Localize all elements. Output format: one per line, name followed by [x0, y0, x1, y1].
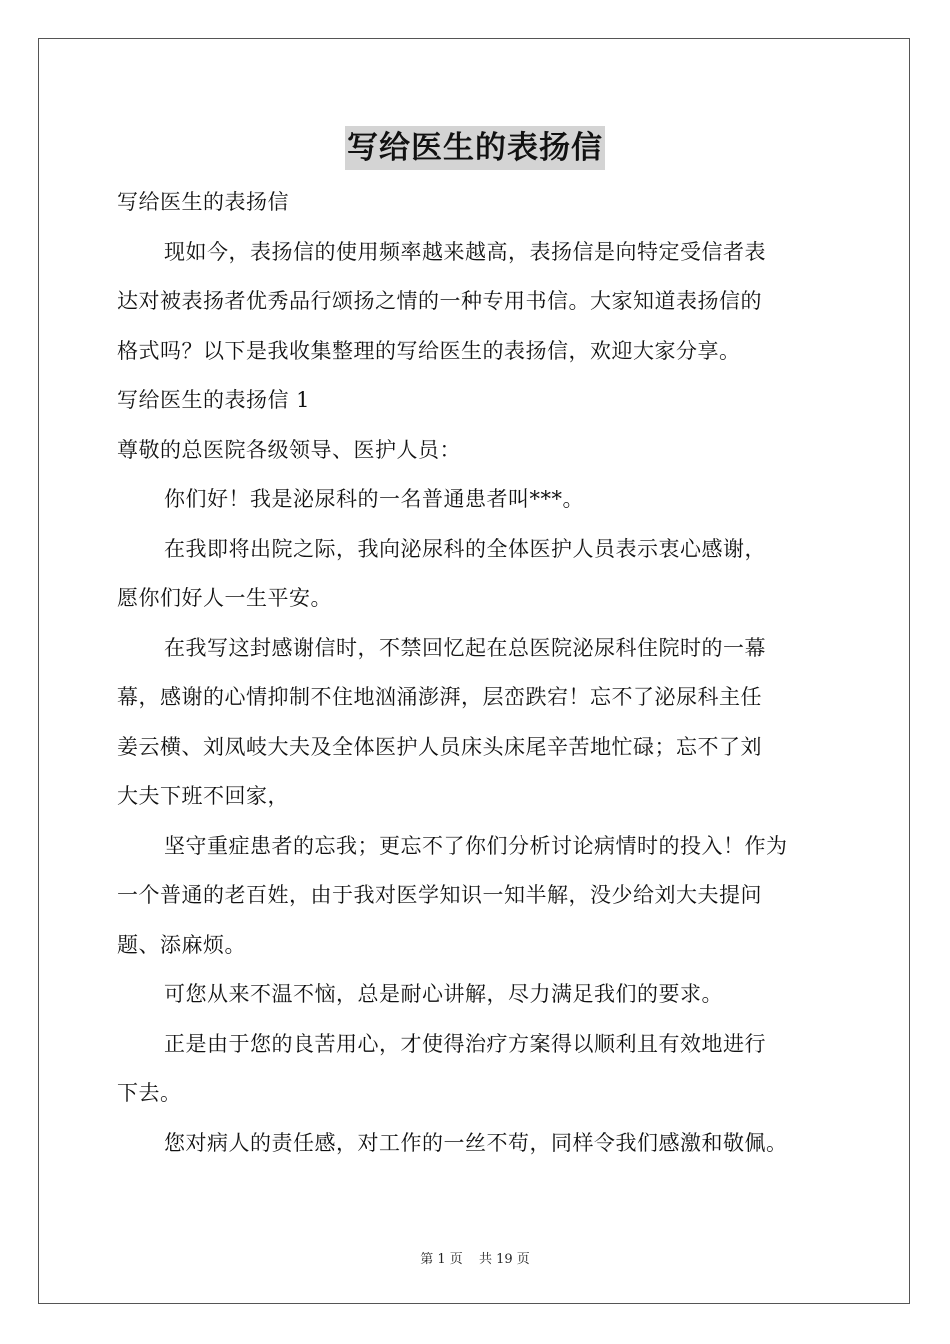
paragraph-line: 在我写这封感谢信时，不禁回忆起在总医院泌尿科住院时的一幕: [164, 635, 766, 660]
paragraph-line: 一个普通的老百姓，由于我对医学知识一知半解，没少给刘大夫提问: [117, 883, 762, 907]
paragraph-line: 题、添麻烦。: [117, 932, 246, 957]
paragraph-line: 坚守重症患者的忘我；更忘不了你们分析讨论病情时的投入！作为: [164, 833, 788, 858]
paragraph-line: 幕，感谢的心情抑制不住地汹涌澎湃，层峦跌宕！忘不了泌尿科主任: [117, 685, 762, 709]
page-total: 共 19 页: [478, 1252, 530, 1267]
paragraph-line: 下去。: [117, 1081, 182, 1105]
page-footer: [0, 1248, 950, 1267]
paragraph-line: 现如今，表扬信的使用频率越来越高，表扬信是向特定受信者表: [164, 239, 766, 264]
subtitle-line: 写给医生的表扬信: [117, 190, 289, 214]
paragraph-line: 达对被表扬者优秀品行颂扬之情的一种专用书信。大家知道表扬信的: [117, 289, 762, 313]
paragraph-line: 你们好！我是泌尿科的一名普通患者叫***。: [164, 487, 584, 511]
title-container: [0, 126, 950, 170]
section-heading: 写给医生的表扬信 1: [117, 388, 311, 412]
paragraph-line: 姜云横、刘凤岐大夫及全体医护人员床头床尾辛苦地忙碌；忘不了刘: [117, 734, 762, 759]
paragraph-line: 正是由于您的良苦用心，才使得治疗方案得以顺利且有效地进行: [164, 1031, 766, 1056]
paragraph-line: 愿你们好人一生平安。: [117, 586, 332, 610]
paragraph-line: 可您从来不温不恼，总是耐心讲解，尽力满足我们的要求。: [164, 982, 723, 1006]
paragraph-line: 您对病人的责任感，对工作的一丝不苟，同样令我们感激和敬佩。: [164, 1130, 788, 1155]
document-body: [117, 178, 835, 1168]
salutation-line: 尊敬的总医院各级领导、医护人员：: [117, 437, 461, 462]
page-number: 第 1 页: [420, 1252, 463, 1267]
paragraph-line: 大夫下班不回家，: [117, 784, 289, 808]
document-title: 写给医生的表扬信: [345, 126, 605, 170]
paragraph-line: 格式吗？以下是我收集整理的写给医生的表扬信，欢迎大家分享。: [117, 338, 741, 363]
paragraph-line: 在我即将出院之际，我向泌尿科的全体医护人员表示衷心感谢，: [164, 536, 766, 561]
